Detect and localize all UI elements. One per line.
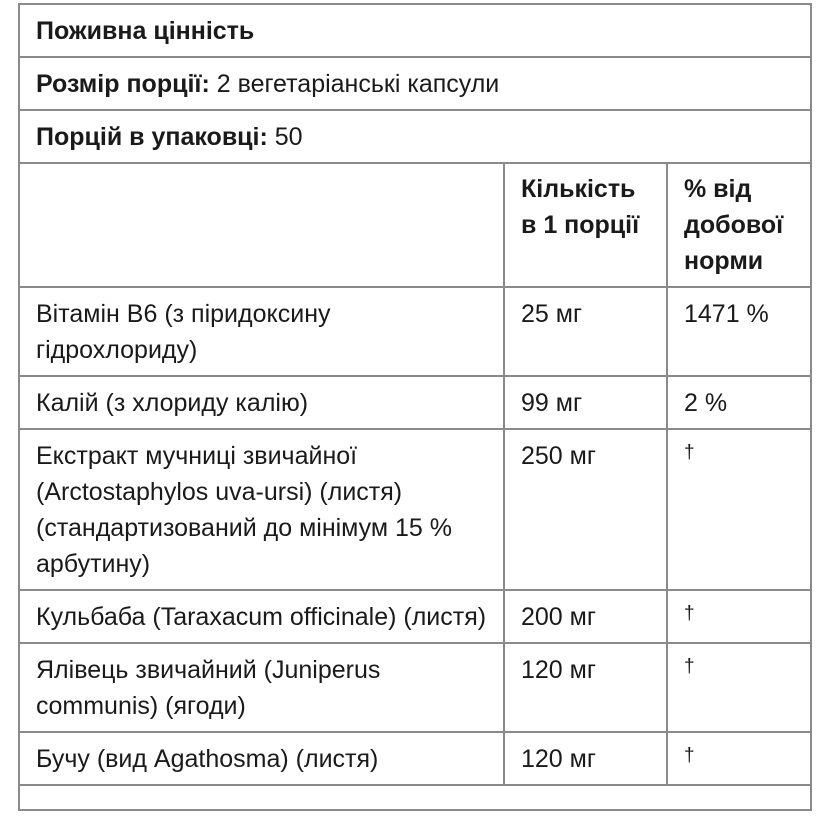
- serving-size-cell: [19, 57, 811, 110]
- ingredient-amount: 200 мг: [504, 590, 667, 643]
- table-row: [19, 429, 811, 590]
- ingredient-name: Ялівець звичайний (Juniperus communis) (ягоди): [19, 643, 504, 732]
- ingredient-daily-value: 2 %: [667, 376, 811, 429]
- ingredient-daily-value: †: [667, 590, 811, 643]
- nutrition-facts-table: [18, 3, 812, 811]
- serving-size-value: 2 вегетаріанські капсули: [209, 70, 500, 98]
- ingredient-name: Вітамін B6 (з піридоксину гідрохлориду): [19, 287, 504, 376]
- servings-per-container-value: 50: [267, 123, 303, 151]
- column-header-amount: Кількість в 1 порції: [504, 163, 667, 287]
- table-row-cut-off-cell: [19, 785, 811, 810]
- servings-per-container-cell: [19, 110, 811, 163]
- ingredient-amount: 25 мг: [504, 287, 667, 376]
- table-row-cut-off: [19, 785, 811, 810]
- ingredient-amount: 250 мг: [504, 429, 667, 590]
- ingredient-amount: 99 мг: [504, 376, 667, 429]
- table-row: [19, 732, 811, 785]
- column-header-daily-value: % від добової норми: [667, 163, 811, 287]
- table-row: [19, 590, 811, 643]
- servings-per-container-label: Порцій в упаковці:: [36, 123, 268, 151]
- ingredient-daily-value: 1471 %: [667, 287, 811, 376]
- serving-size-label: Розмір порції:: [36, 70, 210, 98]
- ingredient-name: Бучу (вид Agathosma) (листя): [19, 732, 504, 785]
- table-row: [19, 376, 811, 429]
- ingredient-name: Калій (з хлориду калію): [19, 376, 504, 429]
- table-row: [19, 287, 811, 376]
- servings-per-container-row: [19, 110, 811, 163]
- ingredient-name: Екстракт мучниці звичайної (Arctostaphylos uva-ursi) (листя) (стандартизований до мінімум 15 % арбутину): [19, 429, 504, 590]
- column-header-empty: [19, 163, 504, 287]
- title-row: [19, 4, 811, 57]
- column-header-row: [19, 163, 811, 287]
- ingredient-name: Кульбаба (Taraxacum officinale) (листя): [19, 590, 504, 643]
- table-title: Поживна цінність: [19, 4, 811, 57]
- table-row: [19, 643, 811, 732]
- ingredient-daily-value: †: [667, 643, 811, 732]
- ingredient-daily-value: †: [667, 732, 811, 785]
- ingredient-amount: 120 мг: [504, 732, 667, 785]
- ingredient-daily-value: †: [667, 429, 811, 590]
- serving-size-row: [19, 57, 811, 110]
- ingredient-amount: 120 мг: [504, 643, 667, 732]
